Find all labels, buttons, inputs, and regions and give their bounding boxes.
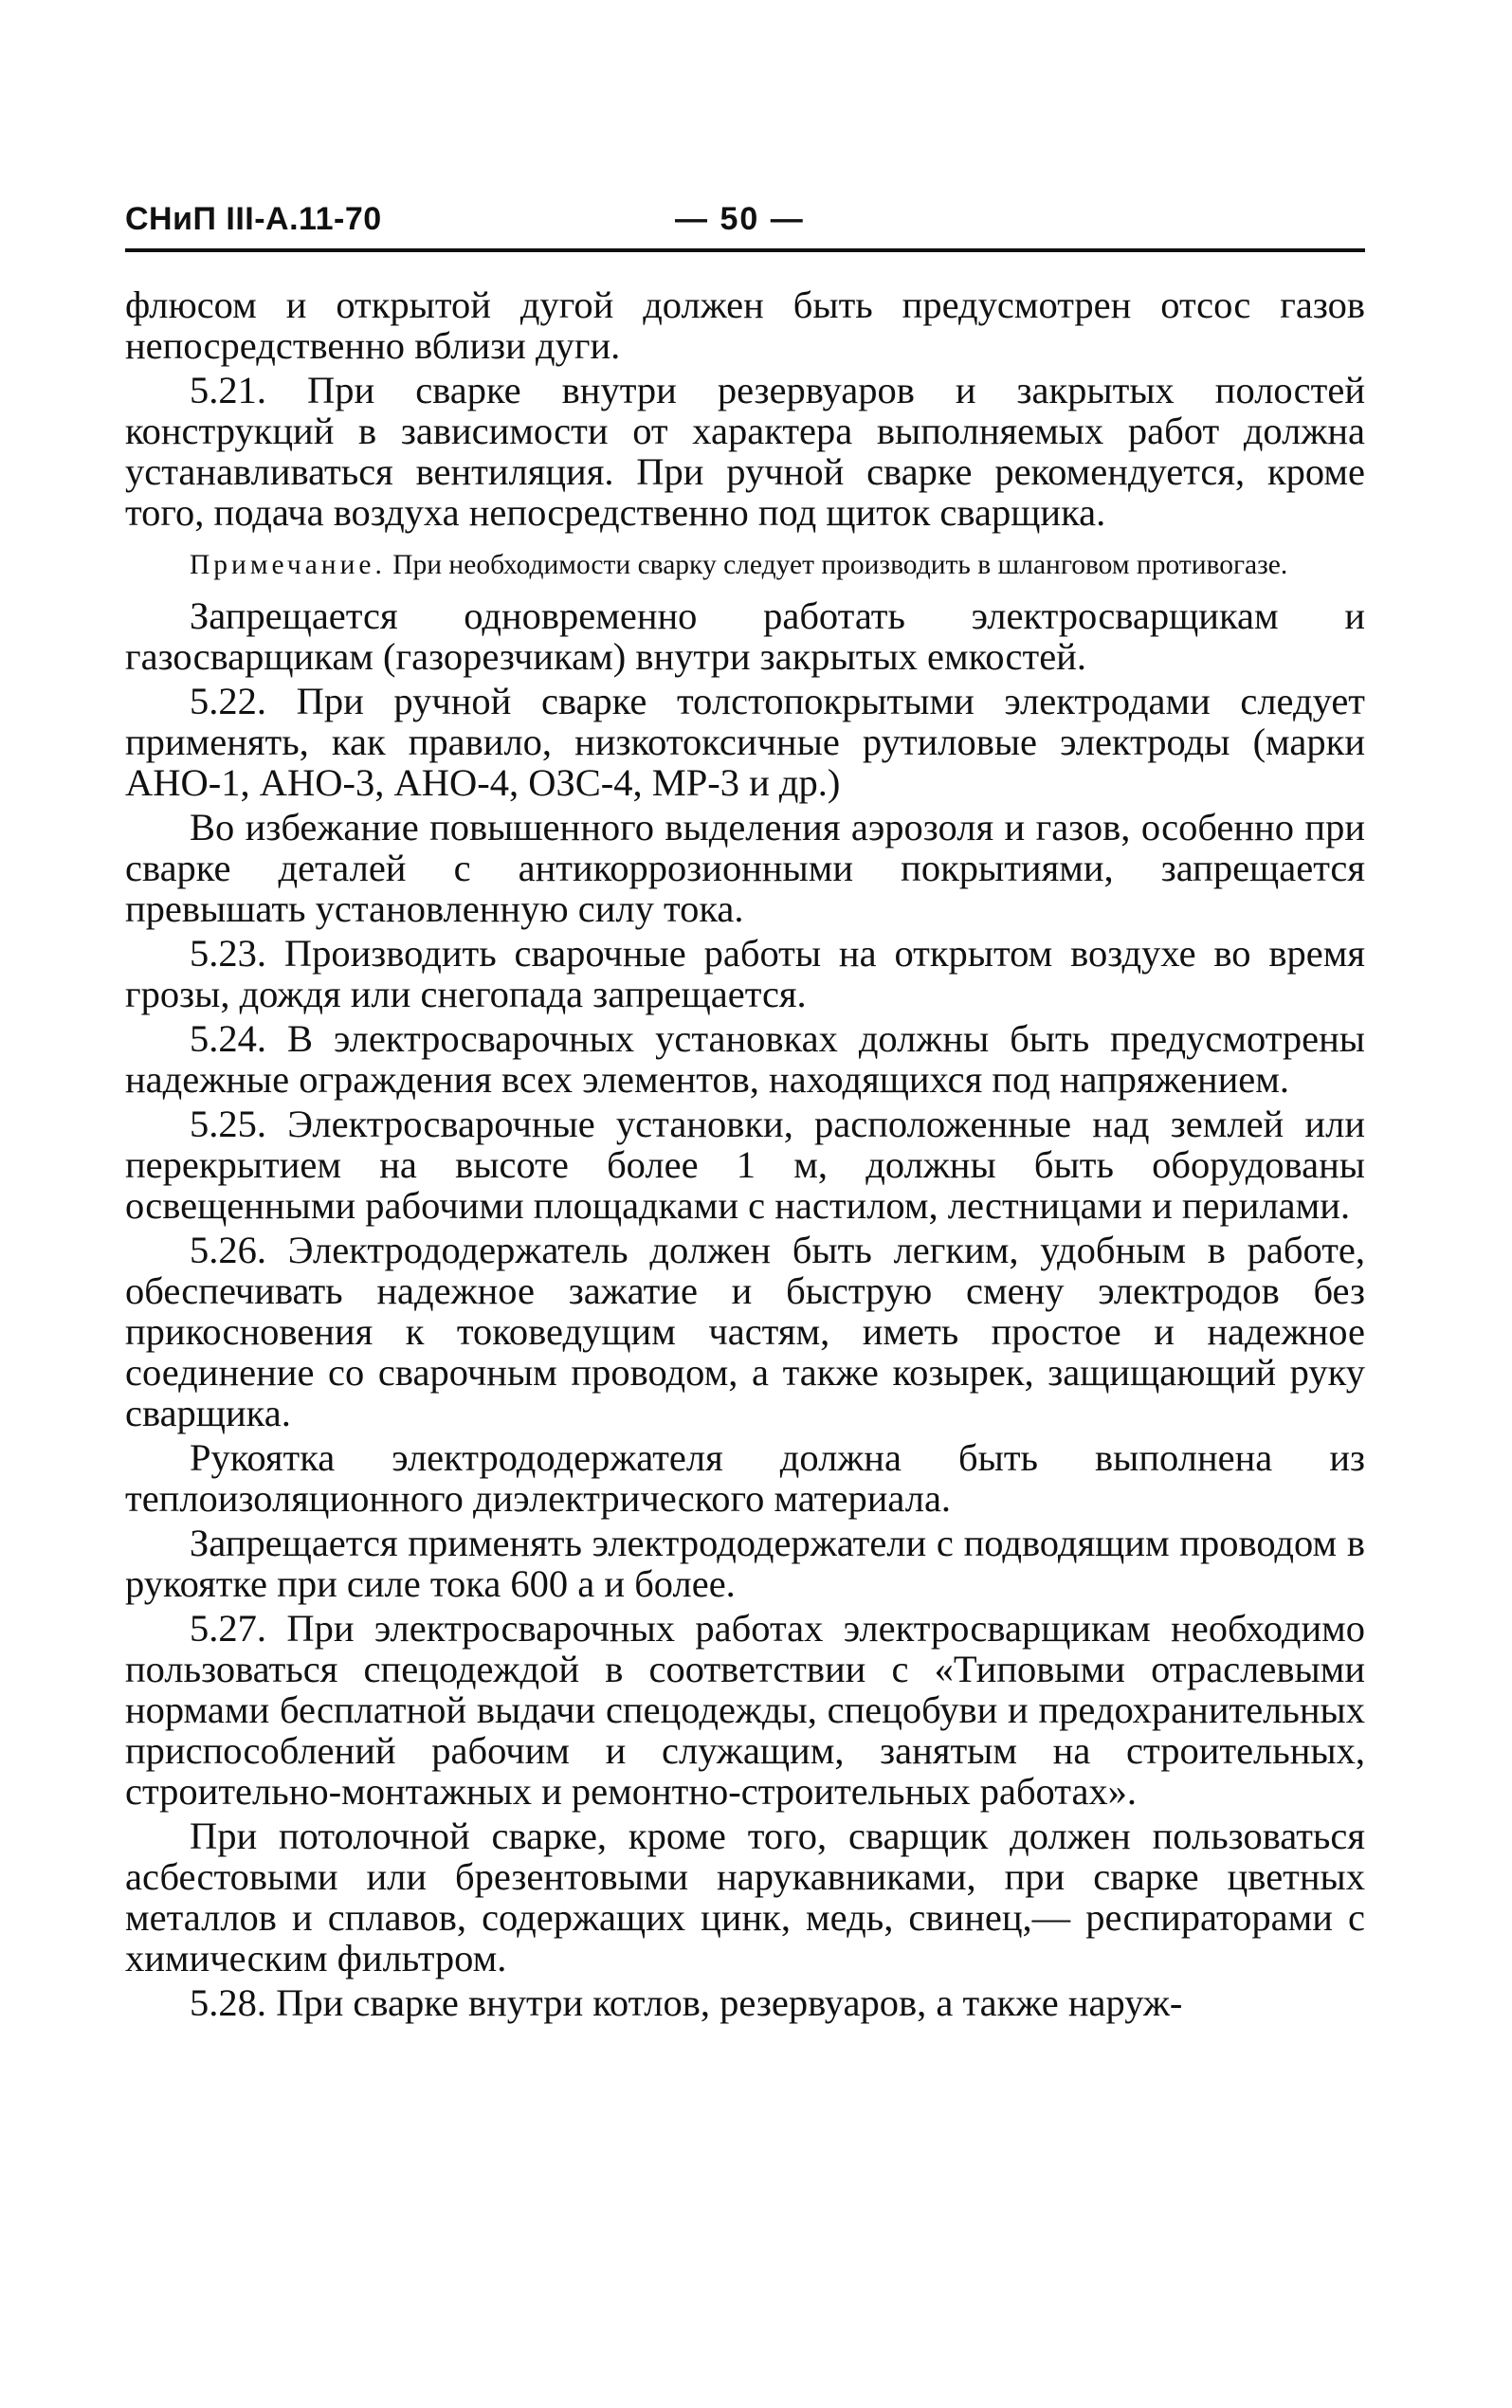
paragraph-5-26: 5.26. Электрододержатель должен быть легким, удобным в работе, обеспечивать надежное зажатие и быструю смену электродов без прикосновения к токоведущим частям, иметь простое и надежное соединение со сварочным проводом, а также козырек, защищающий руку сварщика. <box>125 1229 1365 1434</box>
paragraph-5-23: 5.23. Производить сварочные работы на открытом воздухе во время грозы, дождя или снегопада запрещается. <box>125 932 1365 1015</box>
header-rule <box>125 248 1365 252</box>
note <box>125 550 1365 580</box>
paragraph-continuation: флюсом и открытой дугой должен быть предусмотрен отсос газов непосредственно вблизи дуги. <box>125 283 1365 367</box>
page-number: — 50 — <box>675 201 805 237</box>
document-code: СНиП III-A.11-70 <box>125 201 382 237</box>
paragraph-prohibition-simultaneous: Запрещается одновременно работать электросварщикам и газосварщикам (газорезчикам) внутри закрытых емкостей. <box>125 594 1365 678</box>
paragraph-aerosol: Во избежание повышенного выделения аэрозоля и газов, особенно при сварке деталей с антикоррозионными покрытиями, запрещается превышать установленную силу тока. <box>125 806 1365 930</box>
body-text <box>125 284 1365 2027</box>
paragraph-handle: Рукоятка электрододержателя должна быть выполнена из теплоизоляционного диэлектрического материала. <box>125 1436 1365 1520</box>
note-label: Примечание. <box>190 550 386 580</box>
paragraph-5-28: 5.28. При сварке внутри котлов, резервуаров, а также наруж- <box>190 1981 1183 2024</box>
paragraph-5-24: 5.24. В электросварочных установках должны быть предусмотрены надежные ограждения всех элементов, находящихся под напряжением. <box>125 1017 1365 1101</box>
note-text: При необходимости сварку следует производить в шланговом противогазе. <box>392 550 1288 580</box>
paragraph-holder-current: Запрещается применять электрододержатели с подводящим проводом в рукоятке при силе тока 600 а и более. <box>125 1522 1365 1605</box>
paragraph-5-25: 5.25. Электросварочные установки, расположенные над землей или перекрытием на высоте более 1 м, должны быть оборудованы освещенными рабочими площадками с настилом, лестницами и перилами. <box>125 1103 1365 1227</box>
page-header <box>125 190 1365 246</box>
paragraph-overhead-welding: При потолочной сварке, кроме того, сварщик должен пользоваться асбестовыми или брезентовыми нарукавниками, при сварке цветных металлов и сплавов, содержащих цинк, медь, свинец,— респираторами с химическим фильтром. <box>125 1815 1365 1979</box>
paragraph-5-21: 5.21. При сварке внутри резервуаров и закрытых полостей конструкций в зависимости от характера выполняемых работ должна устанавливаться вентиляция. При ручной сварке рекомендуется, кроме того, подача воздуха непосредственно под щиток сварщика. <box>125 369 1365 534</box>
paragraph-5-27: 5.27. При электросварочных работах электросварщикам необходимо пользоваться спецодеждой в соответствии с «Типовыми отраслевыми нормами бесплатной выдачи спецодежды, спецобуви и предохранительных приспособлений рабочим и служащим, занятым на строительных, строительно-монтажных и ремонтно-строительных работах». <box>125 1607 1365 1813</box>
paragraph-5-22: 5.22. При ручной сварке толстопокрытыми электродами следует применять, как правило, низкотоксичные рутиловые электроды (марки АНО-1, АНО-3, АНО-4, ОЗС-4, МР-3 и др.) <box>125 680 1365 804</box>
